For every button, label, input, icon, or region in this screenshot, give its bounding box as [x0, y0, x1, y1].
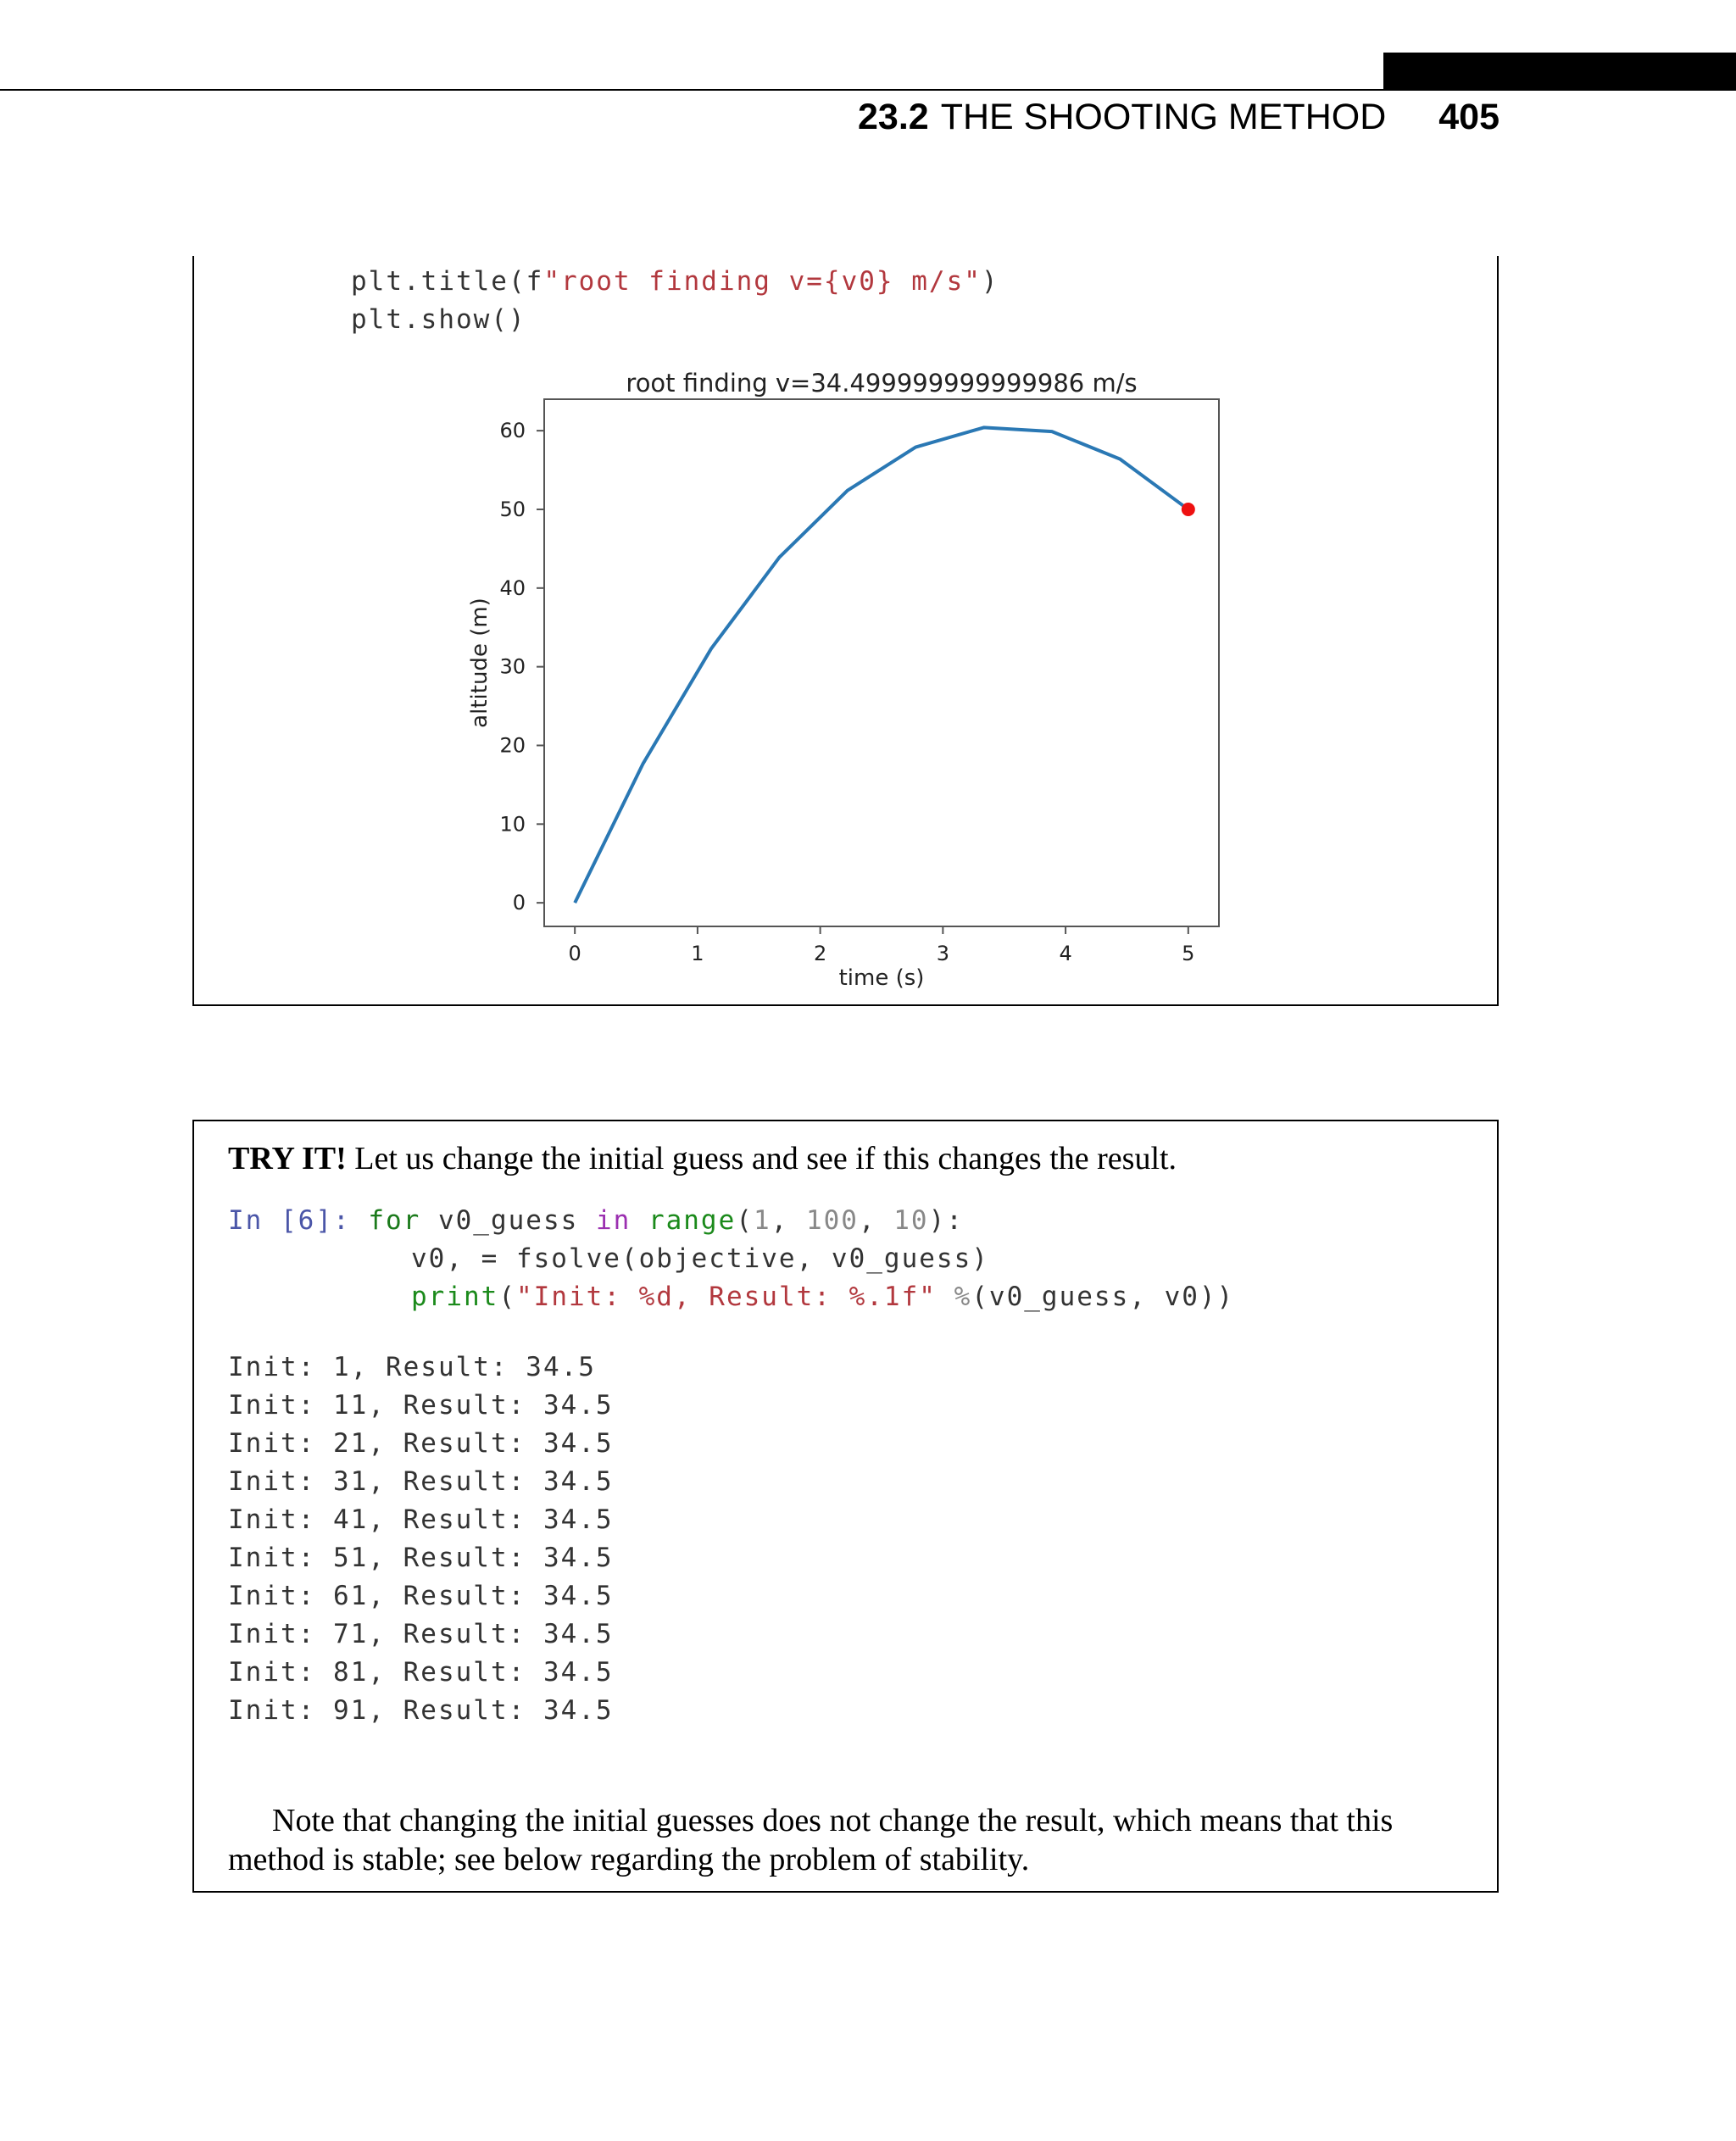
page-number: 405 [1438, 97, 1500, 137]
try-it-text: Let us change the initial guess and see if this changes the result. [346, 1141, 1177, 1176]
x-tick-label: 1 [691, 942, 704, 965]
output-line: Init: 11, Result: 34.5 [228, 1390, 614, 1421]
running-head [858, 92, 1500, 142]
y-tick-label: 0 [512, 891, 526, 915]
y-tick-label: 30 [499, 654, 526, 679]
output-line: Init: 71, Result: 34.5 [228, 1619, 614, 1649]
x-tick-label: 5 [1182, 942, 1195, 965]
code-line-fsolve: v0, = fsolve(objective, v0_guess) [411, 1243, 989, 1274]
header-rule [0, 89, 1736, 91]
chart-title: root finding v=34.499999999999986 m/s [626, 369, 1138, 398]
y-tick-label: 60 [499, 419, 526, 443]
section-title: THE SHOOTING METHOD [940, 97, 1387, 137]
note-paragraph: Note that changing the initial guesses does not change the result, which means that this method is stable; see below regarding the problem of stability. [228, 1803, 1394, 1877]
output-line: Init: 51, Result: 34.5 [228, 1543, 614, 1573]
y-axis-ticks [499, 419, 544, 915]
x-tick-label: 3 [936, 942, 950, 965]
code-line-title: plt.title(f"root finding v={v0} m/s") [351, 266, 999, 297]
code-output-box [192, 256, 1499, 1006]
y-tick-label: 40 [499, 576, 526, 600]
output-line: Init: 41, Result: 34.5 [228, 1504, 614, 1535]
section-number: 23.2 [857, 97, 929, 137]
try-it-box [192, 1120, 1499, 1893]
input-prompt: In [6]: [228, 1205, 369, 1236]
output-line: Init: 81, Result: 34.5 [228, 1657, 614, 1688]
y-tick-label: 10 [499, 812, 526, 837]
output-line: Init: 21, Result: 34.5 [228, 1428, 614, 1459]
plot-frame [544, 399, 1219, 926]
output-line: Init: 61, Result: 34.5 [228, 1581, 614, 1611]
try-it-heading [228, 1138, 1177, 1179]
code-line-for: In [6]: for v0_guess in range(1, 100, 10): [228, 1205, 964, 1236]
altitude-series-line [575, 427, 1188, 903]
y-axis-label: altitude (m) [467, 598, 492, 728]
altitude-chart [194, 256, 1497, 1004]
code-line-print: print("Init: %d, Result: %.1f" %(v0_guess, v0)) [411, 1282, 1235, 1312]
output-line: Init: 1, Result: 34.5 [228, 1352, 596, 1382]
x-axis-ticks [569, 926, 1195, 965]
code-line-show: plt.show() [351, 304, 526, 335]
y-tick-label: 20 [499, 733, 526, 758]
try-it-label: TRY IT! [228, 1141, 347, 1176]
end-point-marker [1182, 503, 1195, 516]
x-tick-label: 2 [813, 942, 827, 965]
header-black-tab [1383, 53, 1736, 90]
x-tick-label: 0 [568, 942, 581, 965]
x-tick-label: 4 [1059, 942, 1072, 965]
x-axis-label: time (s) [838, 965, 925, 991]
output-line: Init: 91, Result: 34.5 [228, 1695, 614, 1726]
output-line: Init: 31, Result: 34.5 [228, 1466, 614, 1497]
y-tick-label: 50 [499, 497, 526, 521]
